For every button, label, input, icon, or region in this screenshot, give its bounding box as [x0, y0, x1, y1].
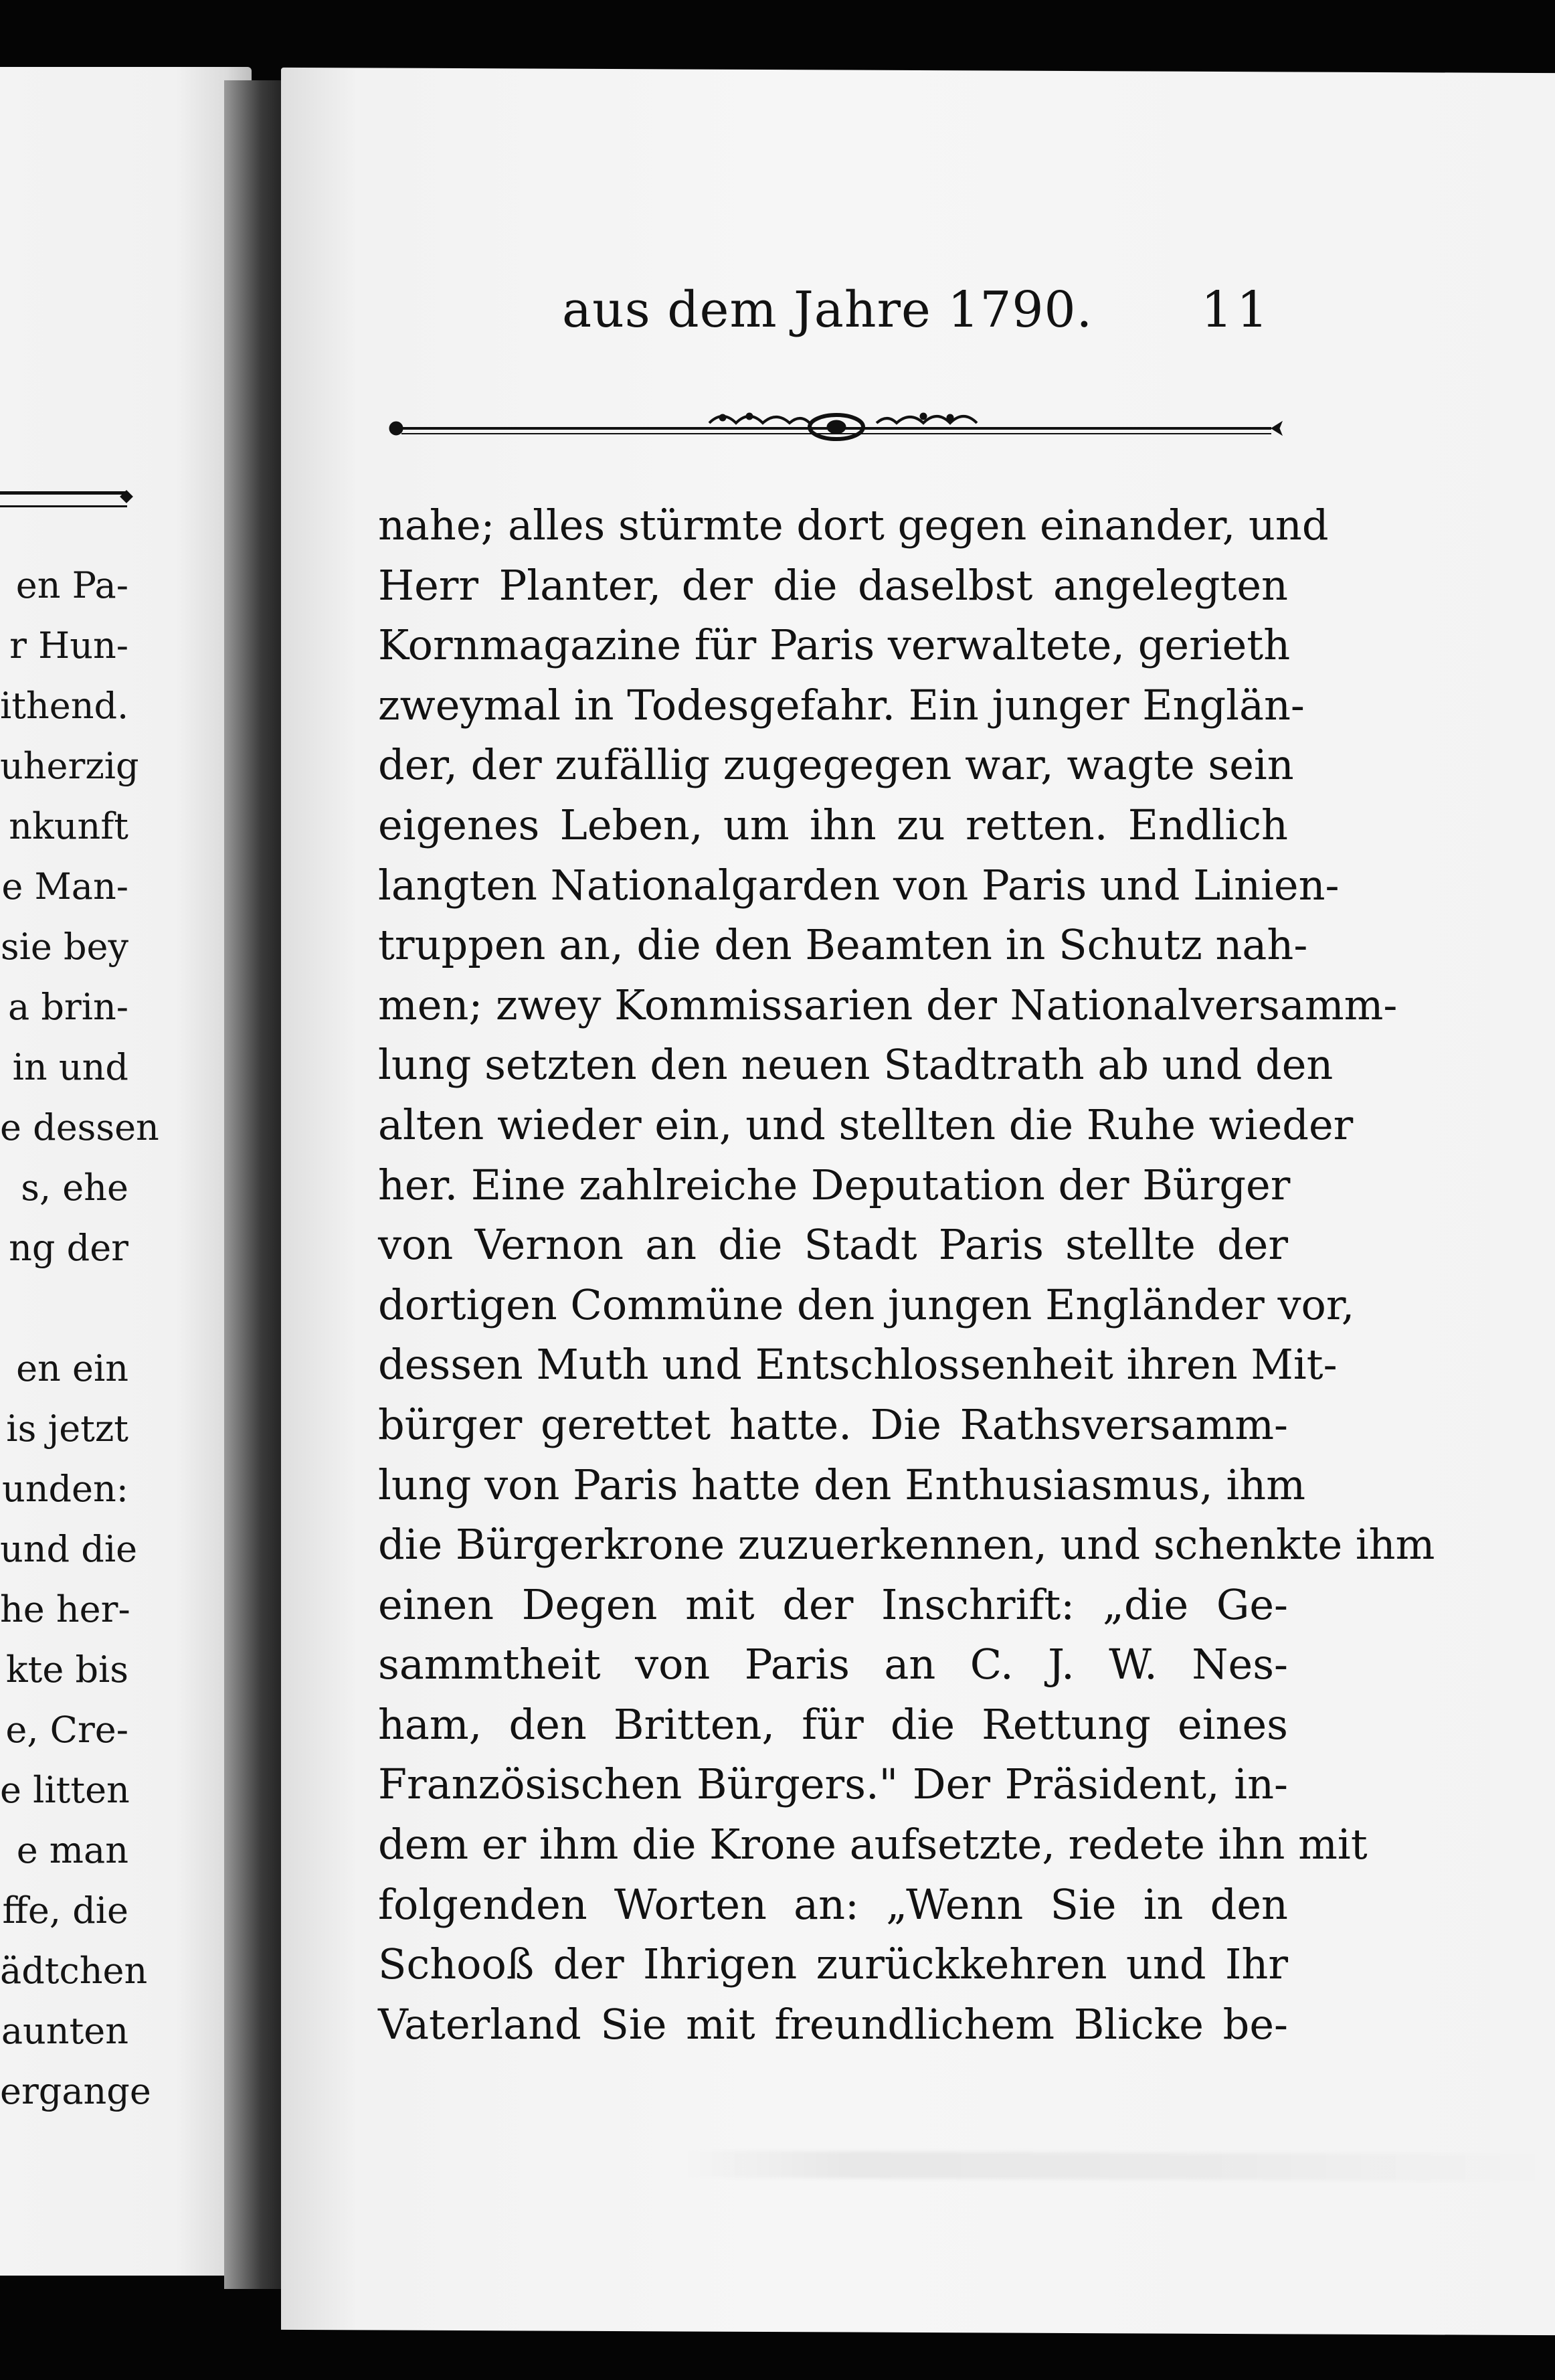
left-page-line: e Man-: [1, 865, 128, 908]
text-line: langten Nationalgarden von Paris und Linien-: [378, 860, 1340, 910]
text-line: bürger gerettet hatte. Die Rathsversamm-: [378, 1399, 1288, 1449]
text-line: eigenes Leben, um ihn zu retten. Endlich: [378, 800, 1288, 849]
ornamental-rule: [388, 408, 1285, 448]
text-line: alten wieder ein, und stellten die Ruhe wieder: [378, 1100, 1354, 1149]
left-page-line: s, ehe: [21, 1167, 128, 1209]
page-number: 11: [1201, 281, 1273, 339]
text-line: der, der zufällig zugegegen war, wagte sein: [378, 740, 1294, 790]
left-page-line: he her-: [0, 1588, 130, 1630]
text-line: ham, den Britten, für die Rettung eines: [378, 1699, 1288, 1749]
previous-page: [0, 67, 252, 2276]
text-line: die Bürgerkrone zuzuerkennen, und schenkte ihm: [378, 1520, 1435, 1569]
text-line: nahe; alles stürmte dort gegen einander, und: [378, 501, 1329, 549]
left-page-line: und die: [0, 1528, 138, 1570]
text-line: dem er ihm die Krone aufsetzte, redete ihn mit: [378, 1820, 1368, 1869]
left-page-line: e man: [16, 1829, 128, 1871]
left-page-line: sie bey: [0, 926, 128, 968]
left-page-line: e litten: [0, 1769, 130, 1811]
text-line: lung von Paris hatte den Enthusiasmus, ihm: [378, 1460, 1306, 1509]
text-line: folgenden Worten an: „Wenn Sie in den: [378, 1879, 1288, 1929]
running-head: aus dem Jahre 1790.: [562, 281, 1093, 339]
text-line: truppen an, die den Beamten in Schutz nah-: [378, 920, 1308, 970]
text-line: dessen Muth und Entschlossenheit ihren Mit-: [378, 1340, 1338, 1389]
left-page-text: [0, 556, 159, 2122]
left-page-line: ithend.: [0, 685, 129, 727]
left-page-line: ng der: [9, 1227, 128, 1269]
text-line: von Vernon an die Stadt Paris stellte der: [378, 1220, 1288, 1270]
text-line: Herr Planter, der die daselbst angelegten: [378, 560, 1288, 610]
left-page-line: unden:: [1, 1468, 128, 1510]
body-text: [378, 495, 1435, 2054]
left-page-line: en Pa-: [15, 564, 128, 606]
text-line: Schooß der Ihrigen zurückkehren und Ihr: [378, 1940, 1288, 1989]
left-page-line: e, Cre-: [5, 1709, 128, 1751]
left-page-line: ffe, die: [2, 1889, 128, 1932]
left-page-line: nkunft: [9, 805, 128, 847]
text-line: men; zwey Kommissarien der Nationalversamm-: [378, 980, 1398, 1029]
left-page-line: ergange: [0, 2070, 151, 2112]
left-page-line: is jetzt: [6, 1408, 128, 1450]
left-page-line: ädtchen: [0, 1950, 148, 1992]
left-page-line: in und: [12, 1046, 128, 1088]
left-page-line: kte bis: [5, 1648, 128, 1691]
left-page-line: aunten: [1, 2010, 128, 2052]
text-line: Vaterland Sie mit freundlichem Blicke be-: [378, 1999, 1288, 2049]
page-header: [549, 281, 1338, 355]
text-line: zweymal in Todesgefahr. Ein junger Englän-: [378, 680, 1305, 730]
text-line: dortigen Commüne den jungen Engländer vor,: [378, 1280, 1355, 1329]
left-page-rule: [0, 491, 127, 507]
left-page-line: a brin-: [7, 986, 128, 1028]
text-line: einen Degen mit der Inschrift: „die Ge-: [378, 1580, 1288, 1629]
bleed-through: [682, 2150, 1552, 2181]
text-line: Kornmagazine für Paris verwaltete, gerieth: [378, 620, 1291, 670]
text-line: Französischen Bürgers." Der Präsident, in-: [378, 1760, 1288, 1809]
left-page-line: en ein: [16, 1347, 128, 1389]
text-line: her. Eine zahlreiche Deputation der Bürger: [378, 1160, 1291, 1209]
left-page-line: uherzig: [0, 745, 139, 787]
left-page-line: r Hun-: [9, 624, 128, 667]
left-page-line: e dessen: [0, 1106, 159, 1149]
text-line: lung setzten den neuen Stadtrath ab und den: [378, 1040, 1334, 1090]
left-page-line: [0, 1278, 128, 1339]
text-line: sammtheit von Paris an C. J. W. Nes-: [378, 1640, 1288, 1689]
